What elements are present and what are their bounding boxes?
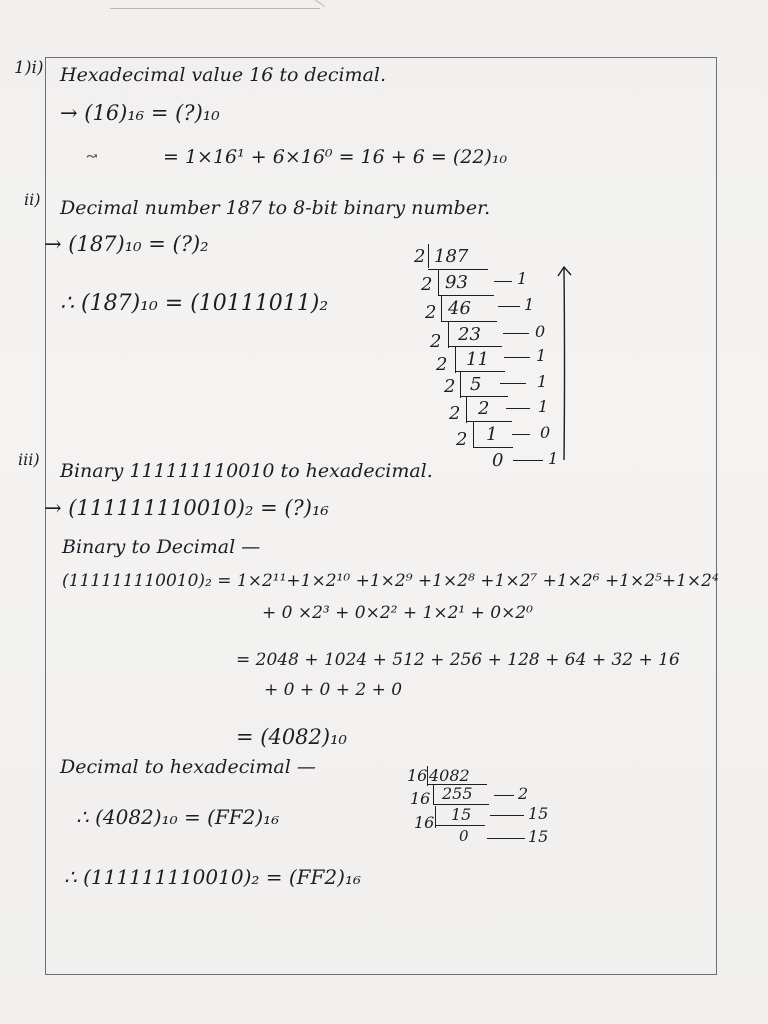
remainder-dash (504, 357, 530, 358)
division-bar (428, 269, 488, 270)
quotient: 5 (470, 374, 482, 395)
remainder: 0 (535, 322, 546, 341)
division-bar (438, 295, 494, 296)
problem-3-number: iii) (18, 450, 40, 469)
division-bar (455, 371, 505, 372)
remainder: 1 (548, 449, 559, 468)
divisor: 2 (456, 429, 468, 450)
remainder: 1 (537, 372, 548, 391)
problem-2-number: ii) (24, 190, 41, 209)
division-bar (438, 270, 439, 296)
problem-3-statement: → (111111110010)₂ = (?)₁₆ (44, 496, 329, 520)
remainder: 1 (536, 346, 547, 365)
expansion-line-1: (111111110010)₂ = 1×2¹¹+1×2¹⁰ +1×2⁹ +1×2⁸ +1×2⁷ +1×2⁶ +1×2⁵+1×2⁴ (62, 571, 719, 591)
hex-answer-2: ∴ (111111110010)₂ = (FF2)₁₆ (64, 865, 361, 889)
quotient: 4082 (429, 766, 470, 785)
division-bar (427, 784, 487, 785)
remainder: 2 (518, 784, 529, 803)
quotient: 46 (448, 298, 471, 319)
division-bar (460, 372, 461, 398)
remainder-dash (498, 306, 520, 307)
remainder: 1 (517, 269, 528, 288)
divisor: 16 (407, 766, 428, 785)
remainder: 15 (528, 827, 549, 846)
division-bar (473, 422, 474, 448)
divisor: 2 (414, 246, 426, 267)
division-bar (433, 804, 489, 805)
quotient: 255 (442, 784, 473, 803)
quotient: 1 (486, 424, 498, 445)
quotient: 15 (451, 805, 472, 824)
remainder-dash (506, 408, 530, 409)
division-bar (473, 447, 513, 448)
remainder-dash (513, 460, 543, 461)
problem-2-statement: → (187)₁₀ = (?)₂ (44, 232, 209, 256)
problem-1-statement: → (16)₁₆ = (?)₁₀ (60, 101, 220, 125)
remainder-dash (487, 838, 525, 839)
decimal-to-hex-heading: Decimal to hexadecimal — (60, 756, 316, 778)
binary-to-decimal-heading: Binary to Decimal — (62, 536, 261, 558)
remainder: 15 (528, 804, 549, 823)
division-bar (448, 322, 449, 348)
quotient: 2 (478, 398, 490, 419)
division-bar (448, 346, 502, 347)
problem-3-title: Binary 111111110010 to hexadecimal. (60, 460, 433, 482)
quotient: 11 (466, 349, 489, 370)
division-bar (460, 396, 508, 397)
page-edge-line (110, 8, 320, 9)
problem-2-answer: ∴ (187)₁₀ = (10111011)₂ (60, 291, 329, 316)
remainder-dash (512, 434, 530, 435)
divisor: 2 (425, 302, 437, 323)
remainder-dash (494, 281, 512, 282)
problem-1-working: = 1×16¹ + 6×16⁰ = 16 + 6 = (22)₁₀ (163, 146, 508, 168)
divisor: 16 (410, 789, 431, 808)
hex-answer-1: ∴ (4082)₁₀ = (FF2)₁₆ (76, 805, 280, 829)
division-bar (455, 347, 456, 373)
divisor: 2 (430, 331, 442, 352)
divisor: 2 (421, 274, 433, 295)
division-bar (428, 244, 429, 268)
remainder: 0 (540, 423, 551, 442)
remainder-dash (503, 333, 529, 334)
sum-line-1: = 2048 + 1024 + 512 + 256 + 128 + 64 + 32 + 16 (236, 650, 680, 670)
read-upward-arrow (556, 262, 576, 464)
divisor: 2 (449, 403, 461, 424)
sum-line-2: + 0 + 0 + 2 + 0 (264, 680, 403, 700)
problem-1-number: 1)i) (14, 58, 44, 78)
quotient: 93 (445, 272, 468, 293)
division-bar (427, 766, 428, 786)
division-bar (441, 321, 497, 322)
remainder-dash (494, 795, 514, 796)
division-bar (435, 825, 485, 826)
division-bar (466, 397, 467, 423)
quotient: 0 (492, 450, 504, 471)
decimal-result: = (4082)₁₀ (236, 725, 347, 749)
quotient: 23 (458, 324, 481, 345)
remainder-dash (500, 383, 526, 384)
quotient: 187 (434, 246, 469, 267)
divisor: 2 (444, 376, 456, 397)
quotient: 0 (459, 827, 469, 845)
remainder: 1 (524, 295, 535, 314)
remainder: 1 (538, 397, 549, 416)
problem-2-title: Decimal number 187 to 8-bit binary number. (60, 197, 491, 219)
division-bar (433, 785, 434, 805)
divisor: 2 (436, 354, 448, 375)
division-bar (466, 421, 512, 422)
strikethrough-scribble: ↝ (86, 149, 98, 165)
divisor: 16 (414, 813, 435, 832)
problem-1-title: Hexadecimal value 16 to decimal. (60, 64, 387, 86)
division-bar (441, 296, 442, 322)
expansion-line-2: + 0 ×2³ + 0×2² + 1×2¹ + 0×2⁰ (262, 603, 533, 623)
remainder-dash (490, 815, 524, 816)
